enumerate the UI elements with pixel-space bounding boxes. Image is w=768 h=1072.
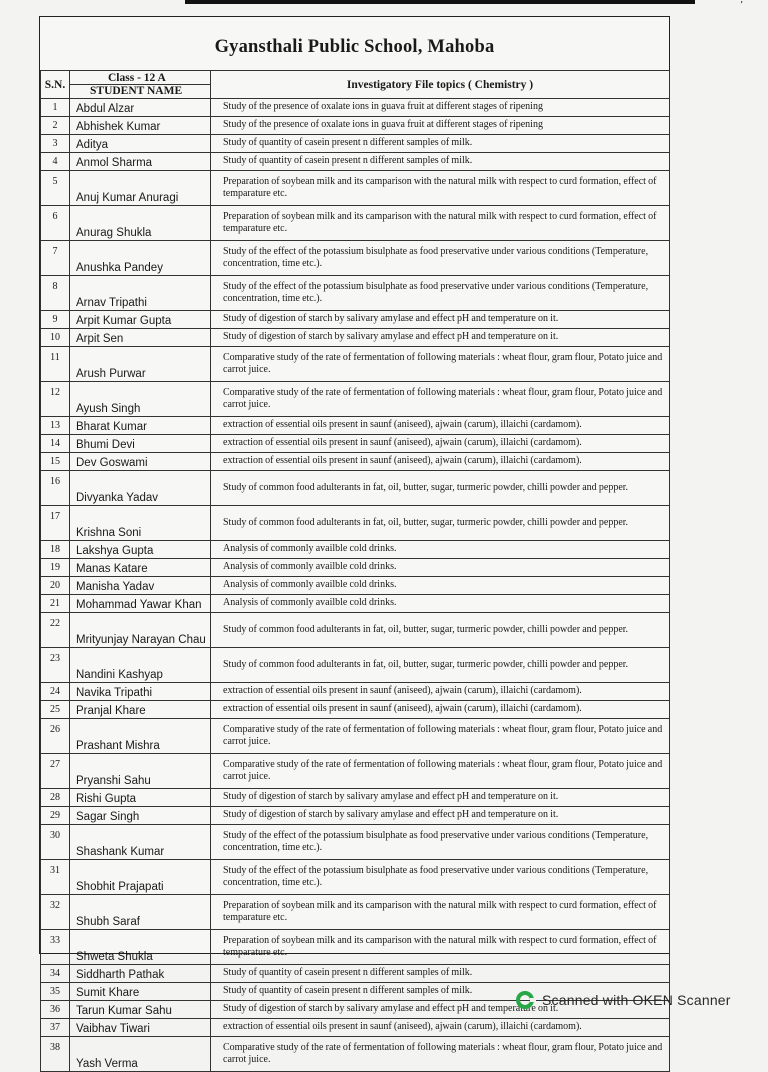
corner-mark: ’ [740, 0, 744, 11]
row-student-name: Pryanshi Sahu [70, 754, 211, 789]
table-row [41, 506, 670, 541]
table-row [41, 241, 670, 276]
row-student-name: Divyanka Yadav [70, 471, 211, 506]
row-topic: Analysis of commonly availble cold drinks. [211, 541, 670, 559]
scanner-label: Scanned with OKEN Scanner [542, 992, 731, 1008]
table-row [41, 683, 670, 701]
scanner-watermark [516, 991, 731, 1009]
row-student-name: Shubh Saraf [70, 895, 211, 930]
row-student-name: Ayush Singh [70, 382, 211, 417]
row-topic: Study of common food adulterants in fat, oil, butter, sugar, turmeric powder, chilli powder and pepper. [211, 648, 670, 683]
row-student-name: Manas Katare [70, 559, 211, 577]
row-sn: 32 [41, 895, 70, 930]
row-sn: 19 [41, 559, 70, 577]
row-topic: Analysis of commonly availble cold drinks. [211, 595, 670, 613]
row-sn: 15 [41, 453, 70, 471]
row-sn: 31 [41, 860, 70, 895]
table-row [41, 117, 670, 135]
row-sn: 33 [41, 930, 70, 965]
row-student-name: Pranjal Khare [70, 701, 211, 719]
class-label: Class - 12 A [108, 72, 166, 84]
table-row [41, 206, 670, 241]
row-sn: 35 [41, 983, 70, 1001]
row-student-name: Anuj Kumar Anuragi [70, 171, 211, 206]
row-sn: 26 [41, 719, 70, 754]
row-student-name: Manisha Yadav [70, 577, 211, 595]
school-title: Gyansthali Public School, Mahoba [214, 37, 495, 57]
row-sn: 3 [41, 135, 70, 153]
row-topic: Study of quantity of casein present n different samples of milk. [211, 983, 670, 1001]
row-student-name: Bhumi Devi [70, 435, 211, 453]
table-row [41, 648, 670, 683]
row-topic: extraction of essential oils present in saunf (aniseed), ajwain (carum), illaichi (cardamom). [211, 683, 670, 701]
row-student-name: Vaibhav Tiwari [70, 1019, 211, 1037]
row-sn: 13 [41, 417, 70, 435]
row-topic: Study of digestion of starch by salivary amylase and effect pH and temperature on it. [211, 789, 670, 807]
table-row [41, 825, 670, 860]
row-sn: 12 [41, 382, 70, 417]
table-row [41, 541, 670, 559]
table-row [41, 930, 670, 965]
row-sn: 2 [41, 117, 70, 135]
oken-logo-icon [516, 991, 534, 1009]
row-topic: Comparative study of the rate of fermentation of following materials : wheat flour, gram flour, Potato juice and carrot juice. [211, 1037, 670, 1072]
row-sn: 6 [41, 206, 70, 241]
table-row [41, 135, 670, 153]
row-sn: 20 [41, 577, 70, 595]
row-student-name: Anurag Shukla [70, 206, 211, 241]
row-student-name: Yash Verma [70, 1037, 211, 1072]
row-topic: Preparation of soybean milk and its camparison with the natural milk with respect to curd formation, effect of temparature etc. [211, 206, 670, 241]
row-sn: 4 [41, 153, 70, 171]
row-topic: extraction of essential oils present in saunf (aniseed), ajwain (carum), illaichi (cardamom). [211, 1019, 670, 1037]
header-sn: S.N. [41, 71, 70, 99]
row-sn: 23 [41, 648, 70, 683]
table-row [41, 471, 670, 506]
row-sn: 37 [41, 1019, 70, 1037]
table-row [41, 789, 670, 807]
row-student-name: Mohammad Yawar Khan [70, 595, 211, 613]
row-topic: Study of the effect of the potassium bisulphate as food preservative under various conditions (Temperature, concentration, time etc.). [211, 276, 670, 311]
row-sn: 22 [41, 613, 70, 648]
row-student-name: Krishna Soni [70, 506, 211, 541]
row-topic: Study of the effect of the potassium bisulphate as food preservative under various conditions (Temperature, concentration, time etc.). [211, 860, 670, 895]
row-sn: 5 [41, 171, 70, 206]
row-sn: 21 [41, 595, 70, 613]
table-row [41, 965, 670, 983]
table-row [41, 577, 670, 595]
row-student-name: Dev Goswami [70, 453, 211, 471]
scan-edge-line [185, 0, 695, 4]
row-student-name: Abdul Alzar [70, 99, 211, 117]
row-topic: Preparation of soybean milk and its camparison with the natural milk with respect to curd formation, effect of temparature etc. [211, 930, 670, 965]
row-sn: 16 [41, 471, 70, 506]
row-sn: 8 [41, 276, 70, 311]
row-topic: Study of quantity of casein present n different samples of milk. [211, 153, 670, 171]
header-name-cell [70, 71, 211, 99]
table-row [41, 99, 670, 117]
row-student-name: Anushka Pandey [70, 241, 211, 276]
row-sn: 30 [41, 825, 70, 860]
row-topic: Preparation of soybean milk and its camparison with the natural milk with respect to curd formation, effect of temparature etc. [211, 171, 670, 206]
row-student-name: Anmol Sharma [70, 153, 211, 171]
row-sn: 34 [41, 965, 70, 983]
row-topic: Study of quantity of casein present n different samples of milk. [211, 135, 670, 153]
table-row [41, 276, 670, 311]
row-student-name: Navika Tripathi [70, 683, 211, 701]
row-student-name: Arpit Kumar Gupta [70, 311, 211, 329]
table-row [41, 719, 670, 754]
table-row [41, 1019, 670, 1037]
row-sn: 1 [41, 99, 70, 117]
row-sn: 25 [41, 701, 70, 719]
row-sn: 29 [41, 807, 70, 825]
student-name-header: STUDENT NAME [70, 84, 210, 97]
row-topic: Comparative study of the rate of fermentation of following materials : wheat flour, gram flour, Potato juice and carrot juice. [211, 754, 670, 789]
row-sn: 36 [41, 1001, 70, 1019]
row-topic: Study of the effect of the potassium bisulphate as food preservative under various conditions (Temperature, concentration, time etc.). [211, 241, 670, 276]
row-student-name: Rishi Gupta [70, 789, 211, 807]
row-topic: Study of the effect of the potassium bisulphate as food preservative under various conditions (Temperature, concentration, time etc.). [211, 825, 670, 860]
table-row [41, 171, 670, 206]
row-topic: Study of digestion of starch by salivary amylase and effect pH and temperature on it. [211, 329, 670, 347]
row-student-name: Shashank Kumar [70, 825, 211, 860]
row-student-name: Tarun Kumar Sahu [70, 1001, 211, 1019]
row-student-name: Mrityunjay Narayan Chau [70, 613, 211, 648]
table-row [41, 895, 670, 930]
row-topic: Comparative study of the rate of fermentation of following materials : wheat flour, gram flour, Potato juice and carrot juice. [211, 382, 670, 417]
table-row [41, 754, 670, 789]
table-row [41, 153, 670, 171]
row-student-name: Aditya [70, 135, 211, 153]
topics-table [40, 70, 670, 1072]
row-student-name: Bharat Kumar [70, 417, 211, 435]
row-student-name: Abhishek Kumar [70, 117, 211, 135]
row-student-name: Shobhit Prajapati [70, 860, 211, 895]
row-topic: Study of digestion of starch by salivary amylase and effect pH and temperature on it. [211, 1001, 670, 1019]
row-sn: 9 [41, 311, 70, 329]
row-student-name: Sagar Singh [70, 807, 211, 825]
table-header-row [41, 71, 670, 99]
row-sn: 11 [41, 347, 70, 382]
row-topic: Analysis of commonly availble cold drinks. [211, 559, 670, 577]
table-row [41, 382, 670, 417]
table-row [41, 453, 670, 471]
row-student-name: Arush Purwar [70, 347, 211, 382]
row-student-name: Nandini Kashyap [70, 648, 211, 683]
row-student-name: Siddharth Pathak [70, 965, 211, 983]
row-topic: Study of common food adulterants in fat, oil, butter, sugar, turmeric powder, chilli powder and pepper. [211, 613, 670, 648]
row-sn: 10 [41, 329, 70, 347]
table-row [41, 417, 670, 435]
table-row [41, 595, 670, 613]
row-sn: 7 [41, 241, 70, 276]
row-topic: Study of common food adulterants in fat, oil, butter, sugar, turmeric powder, chilli powder and pepper. [211, 506, 670, 541]
row-topic: Study of quantity of casein present n different samples of milk. [211, 965, 670, 983]
row-student-name: Lakshya Gupta [70, 541, 211, 559]
row-sn: 38 [41, 1037, 70, 1072]
row-topic: Study of the presence of oxalate ions in guava fruit at different stages of ripening [211, 117, 670, 135]
row-sn: 24 [41, 683, 70, 701]
row-topic: Study of digestion of starch by salivary amylase and effect pH and temperature on it. [211, 807, 670, 825]
row-topic: Preparation of soybean milk and its camparison with the natural milk with respect to curd formation, effect of temparature etc. [211, 895, 670, 930]
table-row [41, 559, 670, 577]
row-student-name: Sumit Khare [70, 983, 211, 1001]
table-row [41, 311, 670, 329]
row-topic: extraction of essential oils present in saunf (aniseed), ajwain (carum), illaichi (cardamom). [211, 417, 670, 435]
row-topic: Comparative study of the rate of fermentation of following materials : wheat flour, gram flour, Potato juice and carrot juice. [211, 719, 670, 754]
table-row [41, 860, 670, 895]
table-row [41, 435, 670, 453]
row-topic: Study of common food adulterants in fat, oil, butter, sugar, turmeric powder, chilli powder and pepper. [211, 471, 670, 506]
table-row [41, 807, 670, 825]
row-student-name: Arpit Sen [70, 329, 211, 347]
table-row [41, 1037, 670, 1072]
table-row [41, 701, 670, 719]
row-sn: 17 [41, 506, 70, 541]
row-topic: Analysis of commonly availble cold drinks. [211, 577, 670, 595]
header-topics: Investigatory File topics ( Chemistry ) [211, 71, 670, 99]
table-row [41, 329, 670, 347]
row-topic: Study of the presence of oxalate ions in guava fruit at different stages of ripening [211, 99, 670, 117]
table-row [41, 613, 670, 648]
table-row [41, 347, 670, 382]
row-topic: Comparative study of the rate of fermentation of following materials : wheat flour, gram flour, Potato juice and carrot juice. [211, 347, 670, 382]
row-sn: 28 [41, 789, 70, 807]
table-body [41, 99, 670, 1072]
row-student-name: Prashant Mishra [70, 719, 211, 754]
row-topic: extraction of essential oils present in saunf (aniseed), ajwain (carum), illaichi (cardamom). [211, 435, 670, 453]
row-topic: extraction of essential oils present in saunf (aniseed), ajwain (carum), illaichi (cardamom). [211, 453, 670, 471]
row-student-name: Shweta Shukla [70, 930, 211, 965]
row-topic: Study of digestion of starch by salivary amylase and effect pH and temperature on it. [211, 311, 670, 329]
row-sn: 14 [41, 435, 70, 453]
row-sn: 27 [41, 754, 70, 789]
row-topic: extraction of essential oils present in saunf (aniseed), ajwain (carum), illaichi (cardamom). [211, 701, 670, 719]
row-sn: 18 [41, 541, 70, 559]
row-student-name: Arnav Tripathi [70, 276, 211, 311]
